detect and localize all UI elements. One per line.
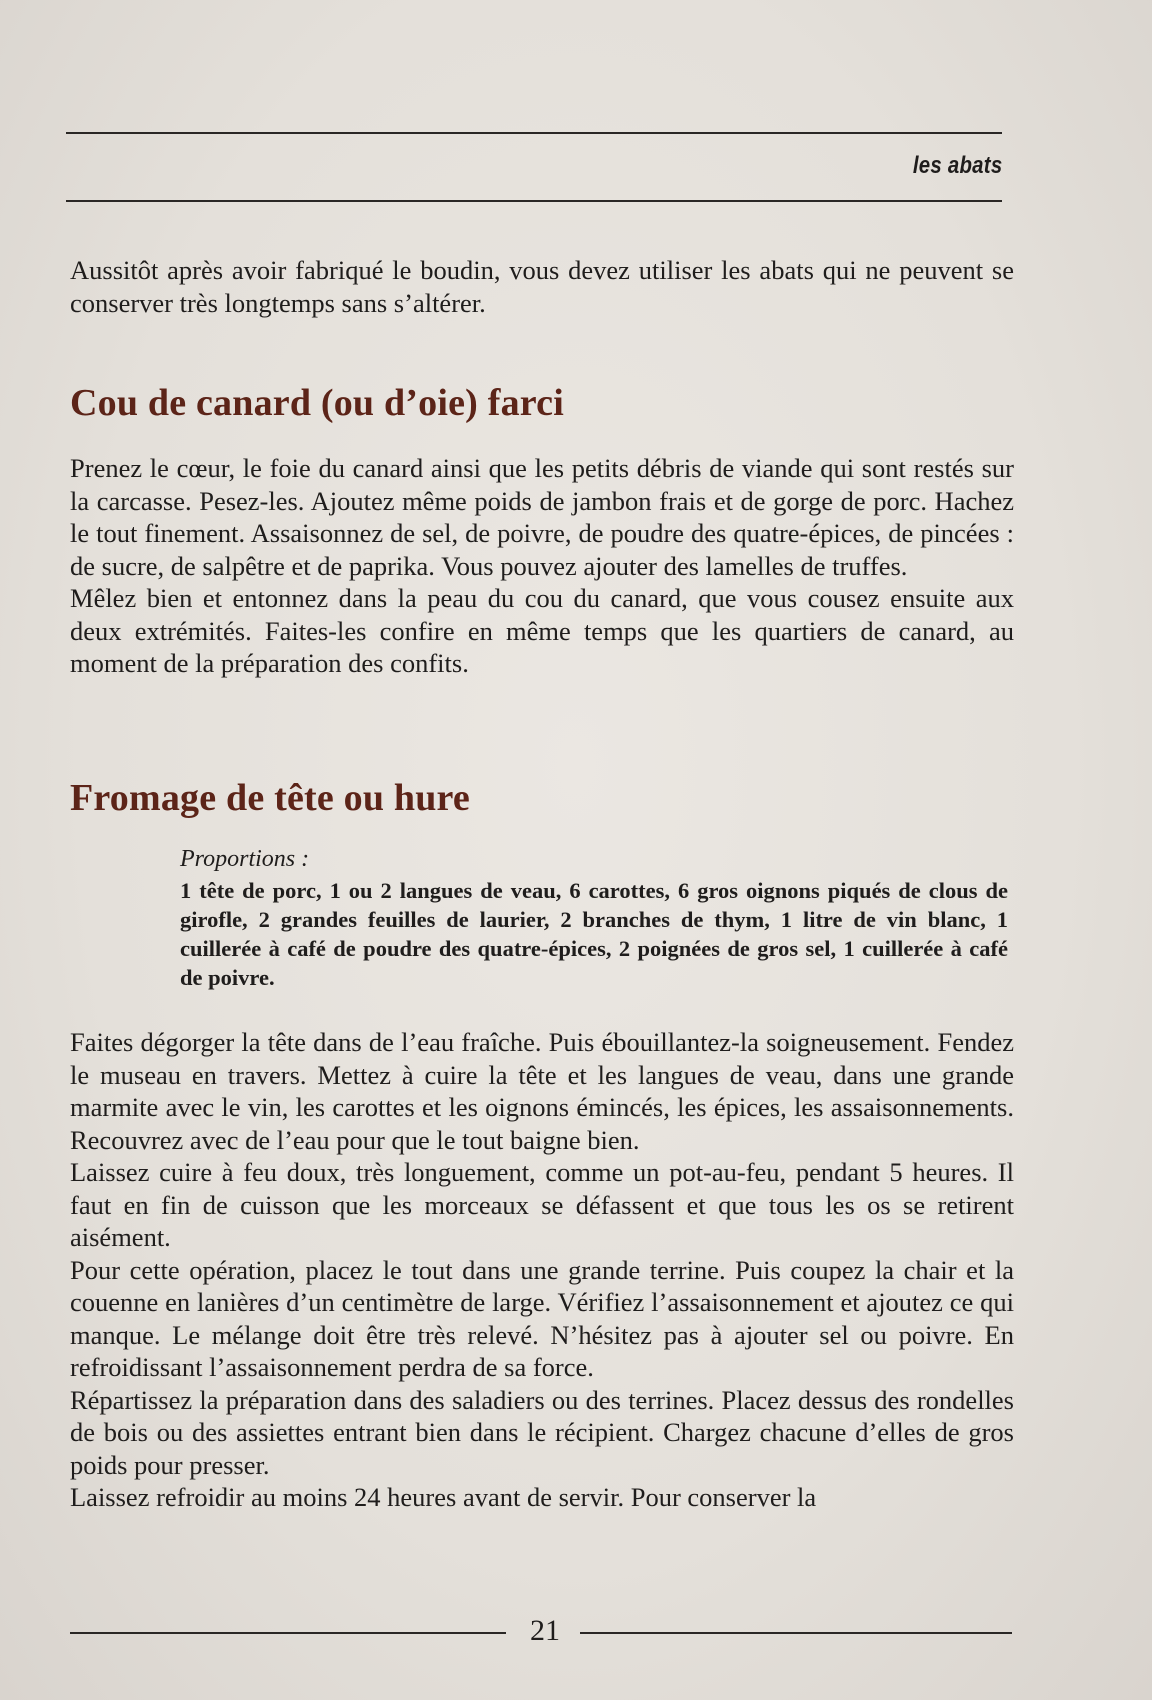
section2-paragraph: Laissez refroidir au moins 24 heures avant de servir. Pour conserver la xyxy=(70,1482,817,1512)
section-heading-fromage-de-tete: Fromage de tête ou hure xyxy=(70,777,471,819)
footer-rule-right xyxy=(580,1632,1012,1634)
intro-text: Aussitôt après avoir fabriqué le boudin, vous devez utiliser les abats qui ne peuvent se conserver très longtemps sans s’altérer. xyxy=(70,255,1014,318)
section2-paragraph: Pour cette opération, placez le tout dans une grande terrine. Puis coupez la chair et la couenne en lanières d’un centimètre de large. Vérifiez l’assaisonnement et ajoutez ce qui manque. Le mélange doit être très relevé. N’hésitez pas à ajouter sel ou poivre. En refroidissant l’assaisonnement perdra de sa force. xyxy=(70,1254,1014,1382)
section2-body xyxy=(70,1026,1014,1514)
section2-paragraph: Laissez cuire à feu doux, très longuement, comme un pot-au-feu, pendant 5 heures. Il faut en fin de cuisson que les morceaux se défassent et que tous les os se retirent aisément. xyxy=(70,1157,1014,1252)
section1-paragraph: Mêlez bien et entonnez dans la peau du cou du canard, que vous cousez ensuite aux deux extrémités. Faites-les confire en même temps que les quartiers de canard, au moment de la préparation des confits. xyxy=(70,583,1014,678)
footer-rule-left xyxy=(70,1632,506,1634)
intro-paragraph xyxy=(70,254,1014,319)
section1-body xyxy=(70,452,1014,680)
section2-paragraph: Faites dégorger la tête dans de l’eau fraîche. Puis ébouillantez-la soigneusement. Fendez le museau en travers. Mettez à cuire la tête et les langues de veau, dans une grande marmite avec le vin, les carottes et les oignons émincés, les épices, les assaisonnements. Recouvrez avec de l’eau pour que le tout baigne bien. xyxy=(70,1027,1014,1155)
header-bottom-rule xyxy=(66,200,1002,202)
page-number: 21 xyxy=(530,1614,560,1647)
section2-paragraph: Répartissez la préparation dans des saladiers ou des terrines. Placez dessus des rondelles de bois ou des assiettes entrant bien dans le récipient. Chargez chacune d’elles de gros poids pour presser. xyxy=(70,1384,1014,1480)
header-top-rule xyxy=(66,132,1002,134)
proportions-text: 1 tête de porc, 1 ou 2 langues de veau, 6 carottes, 6 gros oignons piqués de clous de girofle, 2 grandes feuilles de laurier, 2 branches de thym, 1 litre de vin blanc, 1 cuillerée à café de poudre des quatre-épices, 2 poignées de gros sel, 1 cuillerée à café de poivre. xyxy=(180,878,1008,990)
proportions-list xyxy=(180,876,1008,992)
running-header: les abats xyxy=(912,152,1002,179)
proportions-label: Proportions : xyxy=(180,846,310,872)
section-heading-cou-de-canard: Cou de canard (ou d’oie) farci xyxy=(70,382,564,424)
section1-paragraph: Prenez le cœur, le foie du canard ainsi que les petits débris de viande qui sont restés sur la carcasse. Pesez-les. Ajoutez même poids de jambon frais et de gorge de porc. Hachez le tout finement. Assaisonnez de sel, de poivre, de poudre des quatre-épices, de pincées : de sucre, de salpêtre et de paprika. Vous pouvez ajouter des lamelles de truffes. xyxy=(70,453,1014,581)
